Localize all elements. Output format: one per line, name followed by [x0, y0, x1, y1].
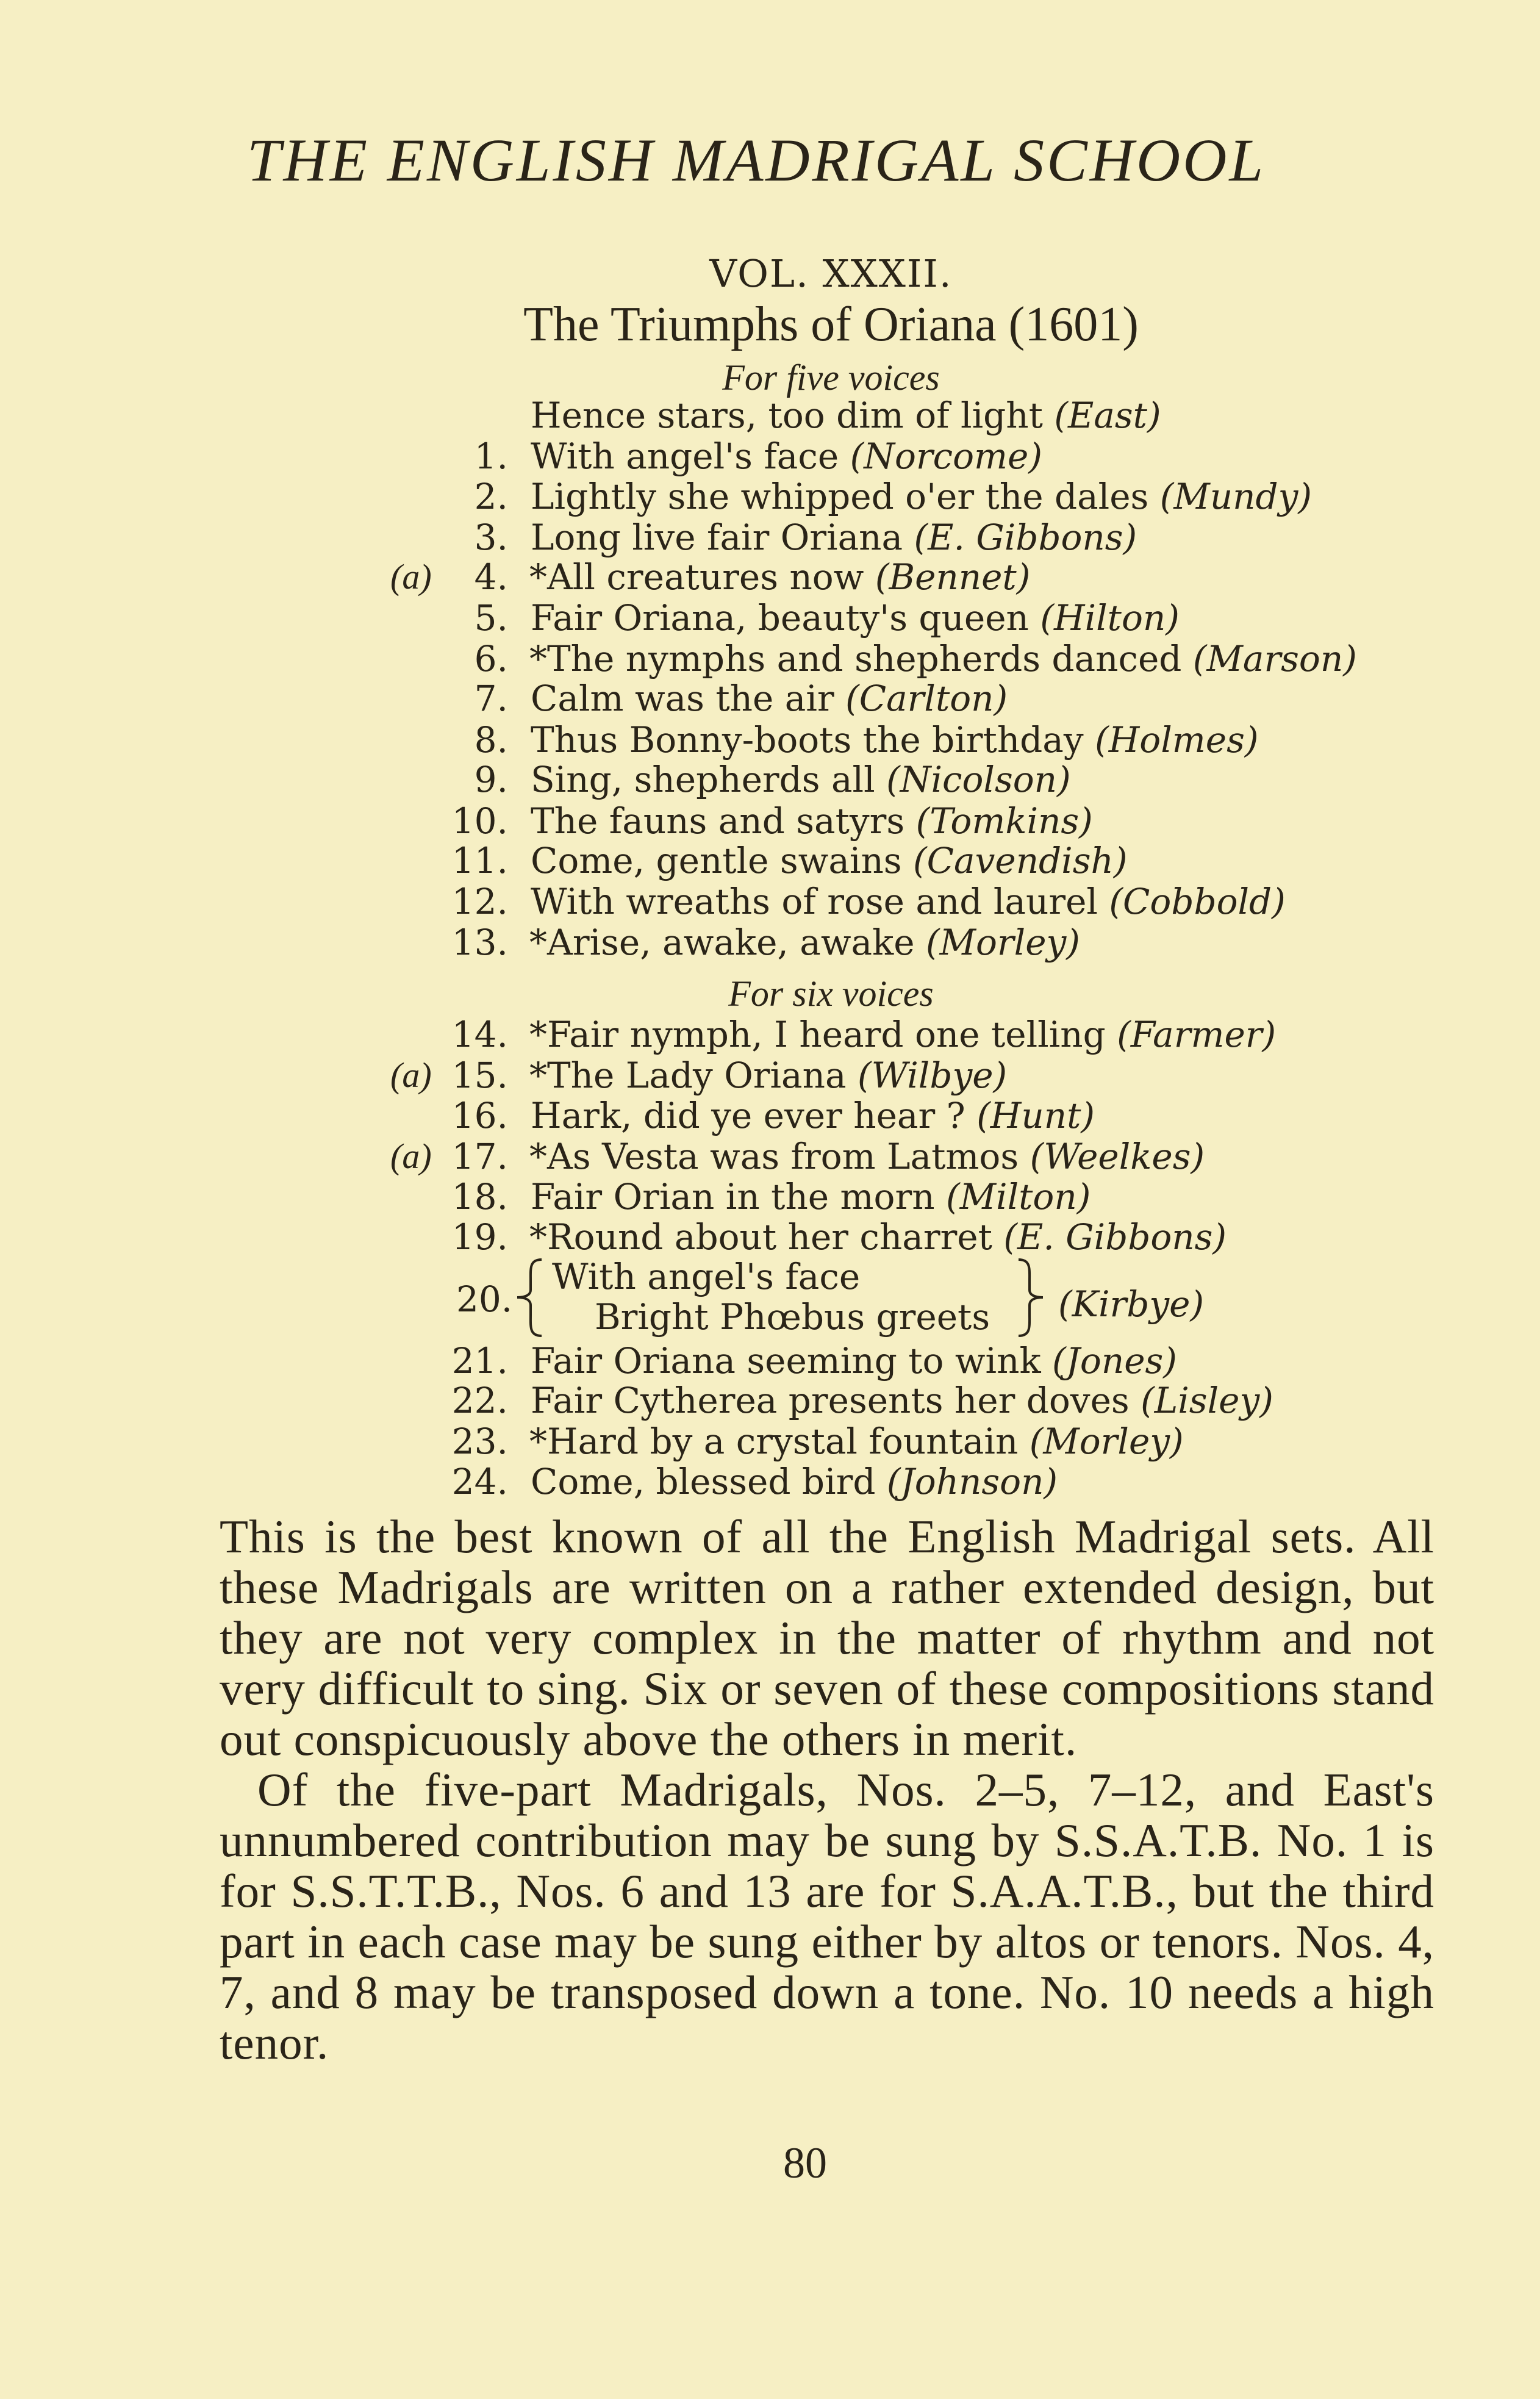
item-title — [531, 801, 1093, 841]
composer-name: (Jones) — [1052, 1340, 1177, 1382]
madrigal-item — [0, 436, 1540, 476]
madrigal-title: With angel's face — [531, 436, 850, 477]
composer-name: (Cavendish) — [913, 840, 1128, 881]
madrigal-item — [0, 1421, 1540, 1461]
madrigal-item — [0, 881, 1540, 922]
item-title — [529, 922, 1080, 963]
item-number: 18. — [451, 1176, 508, 1217]
composer-name: (Cobbold) — [1109, 881, 1286, 922]
item-number: 3. — [474, 517, 508, 558]
madrigal-title: Lightly she whipped o'er the dales — [531, 476, 1160, 517]
item-number: 11. — [451, 840, 508, 881]
madrigal-title: *Round about her charret — [529, 1216, 1004, 1258]
volume-number: VOL. XXXII. — [709, 251, 953, 296]
madrigal-title: Calm was the air — [531, 678, 846, 719]
six-voices-heading: For six voices — [728, 974, 934, 1014]
madrigal-item — [0, 557, 1540, 597]
madrigal-item — [0, 759, 1540, 800]
item-title — [531, 881, 1286, 922]
running-head: THE ENGLISH MADRIGAL SCHOOL — [247, 126, 1266, 194]
annotation-mark: (a) — [390, 1136, 432, 1176]
composer-name: (Morley) — [1029, 1421, 1184, 1462]
madrigal-item — [0, 598, 1540, 638]
item-20-title-1: With angel's face — [552, 1256, 861, 1297]
composer-name: (East) — [1054, 395, 1161, 436]
madrigal-title: Hark, did ye ever hear ? — [531, 1095, 977, 1136]
item-number: 16. — [451, 1095, 508, 1136]
madrigal-item — [0, 922, 1540, 963]
composer-name: (Marson) — [1192, 638, 1357, 680]
composer-name: (Holmes) — [1095, 719, 1259, 761]
madrigal-item — [0, 841, 1540, 881]
item-number: 13. — [451, 922, 508, 963]
madrigal-item — [0, 1341, 1540, 1381]
madrigal-title: With wreaths of rose and laurel — [531, 881, 1109, 922]
composer-name: (Tomkins) — [915, 800, 1093, 842]
madrigal-title: *As Vesta was from Latmos — [529, 1136, 1030, 1177]
composer-name: (Farmer) — [1117, 1014, 1277, 1055]
composer-name: (Johnson) — [886, 1461, 1058, 1502]
item-number: 24. — [451, 1461, 508, 1502]
madrigal-title: Come, blessed bird — [531, 1461, 887, 1502]
item-title — [531, 476, 1312, 517]
madrigal-item — [0, 395, 1540, 436]
item-title — [529, 1055, 1007, 1096]
item-title — [531, 678, 1008, 719]
left-brace-icon — [511, 1257, 548, 1339]
madrigal-item — [0, 639, 1540, 679]
madrigal-item — [0, 1217, 1540, 1257]
item-title — [531, 1096, 1095, 1136]
item-number: 22. — [451, 1380, 508, 1421]
composer-name: (Hilton) — [1040, 597, 1180, 639]
composer-name: (Weelkes) — [1030, 1136, 1205, 1177]
madrigal-item — [0, 1014, 1540, 1055]
madrigal-title: Fair Orian in the morn — [531, 1176, 946, 1217]
composer-name: (E. Gibbons) — [1003, 1216, 1227, 1258]
item-20-title-2: Bright Phœbus greets — [595, 1296, 990, 1338]
item-title — [531, 1380, 1273, 1421]
composer-name: (Hunt) — [976, 1095, 1095, 1136]
madrigal-title: *All creatures now — [529, 556, 875, 598]
composer-name: (Norcome) — [850, 436, 1042, 477]
item-title — [531, 841, 1127, 881]
composer-name: (Lisley) — [1141, 1380, 1273, 1421]
madrigal-title: Fair Oriana, beauty's queen — [531, 597, 1040, 639]
collection-title: The Triumphs of Oriana (1601) — [523, 298, 1139, 351]
madrigal-item — [0, 678, 1540, 719]
item-number: 8. — [474, 719, 508, 761]
item-title — [529, 1217, 1227, 1257]
item-number: 9. — [474, 759, 508, 800]
commentary-paragraph-2: Of the five-part Madrigals, Nos. 2–5, 7–12, and East's unnumbered contribution may be sung by S.S.A.T.B. No. 1 is for S.S.T.T.B., Nos. 6 and 13 are for S.A.A.T.B., but the third part in each case may be sung either by altos or tenors. Nos. 4, 7, and 8 may be transposed down a tone. No. 10 needs a high tenor. — [220, 1763, 1434, 2069]
item-number: 6. — [474, 638, 508, 680]
item-number: 1. — [474, 436, 508, 477]
item-title — [529, 1014, 1276, 1055]
madrigal-title: Come, gentle swains — [531, 840, 914, 881]
item-number: 2. — [474, 476, 508, 517]
madrigal-title: Long live fair Oriana — [531, 517, 914, 558]
item-title — [531, 1177, 1091, 1217]
item-number: 5. — [474, 597, 508, 639]
madrigal-item — [0, 1055, 1540, 1096]
composer-name: (Wilbye) — [858, 1055, 1008, 1096]
item-number: 21. — [451, 1340, 508, 1382]
madrigal-item — [0, 1380, 1540, 1421]
item-title — [529, 1136, 1205, 1177]
item-title — [529, 1421, 1184, 1461]
madrigal-title: *The Lady Oriana — [529, 1055, 858, 1096]
item-number: 10. — [451, 800, 508, 842]
item-number: 4. — [474, 556, 508, 598]
madrigal-title: *Hard by a crystal fountain — [529, 1421, 1030, 1462]
item-title — [531, 598, 1180, 638]
madrigal-item — [0, 517, 1540, 558]
composer-name: (Morley) — [925, 922, 1080, 963]
item-title — [531, 720, 1259, 760]
annotation-mark: (a) — [390, 557, 432, 597]
composer-name: (Milton) — [946, 1176, 1091, 1217]
item-title — [531, 759, 1071, 800]
commentary — [220, 1511, 1434, 2068]
madrigal-item — [0, 720, 1540, 760]
item-number: 7. — [474, 678, 508, 719]
item-number: 20. — [456, 1278, 513, 1320]
madrigal-title: Fair Oriana seeming to wink — [531, 1340, 1053, 1382]
composer-name: (E. Gibbons) — [914, 517, 1137, 558]
item-number: 19. — [451, 1216, 508, 1258]
composer-name: (Bennet) — [875, 556, 1031, 598]
item-title — [531, 1461, 1058, 1502]
madrigal-title: Sing, shepherds all — [531, 759, 887, 800]
item-title — [531, 436, 1042, 476]
item-number: 14. — [451, 1014, 508, 1055]
commentary-paragraph-1: This is the best known of all the English Madrigal sets. All these Madrigals are written on a rather extended design, but they are not very complex in the matter of rhythm and not very difficult to sing. Six or seven of these compositions stand out conspicuously above the others in merit. — [220, 1510, 1434, 1765]
composer-name: (Nicolson) — [886, 759, 1071, 800]
madrigal-title: *Arise, awake, awake — [529, 922, 926, 963]
right-brace-icon — [1012, 1257, 1049, 1339]
madrigal-title: The fauns and satyrs — [531, 800, 916, 842]
madrigal-title: Hence stars, too dim of light — [531, 395, 1055, 436]
madrigal-item — [0, 1136, 1540, 1177]
page-number: 80 — [783, 2139, 827, 2187]
composer-name: (Mundy) — [1159, 476, 1312, 517]
item-number: 23. — [451, 1421, 508, 1462]
item-title — [531, 517, 1137, 558]
madrigal-item — [0, 476, 1540, 517]
madrigal-title: Thus Bonny-boots the birthday — [531, 719, 1095, 761]
madrigal-title: Fair Cytherea presents her doves — [531, 1380, 1141, 1421]
item-20-composer: (Kirbye) — [1058, 1283, 1205, 1325]
item-title — [529, 639, 1357, 679]
item-number: 15. — [451, 1055, 508, 1096]
madrigal-title: *The nymphs and shepherds danced — [529, 638, 1193, 680]
item-title — [529, 557, 1030, 597]
composer-name: (Carlton) — [845, 678, 1008, 719]
madrigal-item — [0, 1177, 1540, 1217]
item-title — [531, 395, 1161, 436]
item-20-pair — [0, 1257, 1540, 1342]
madrigal-item — [0, 801, 1540, 841]
madrigal-item — [0, 1096, 1540, 1136]
item-number: 12. — [451, 881, 508, 922]
item-title — [531, 1341, 1177, 1381]
five-voices-heading: For five voices — [722, 357, 940, 398]
madrigal-title: *Fair nymph, I heard one telling — [529, 1014, 1117, 1055]
item-number: 17. — [451, 1136, 508, 1177]
annotation-mark: (a) — [390, 1055, 432, 1095]
madrigal-item — [0, 1461, 1540, 1502]
